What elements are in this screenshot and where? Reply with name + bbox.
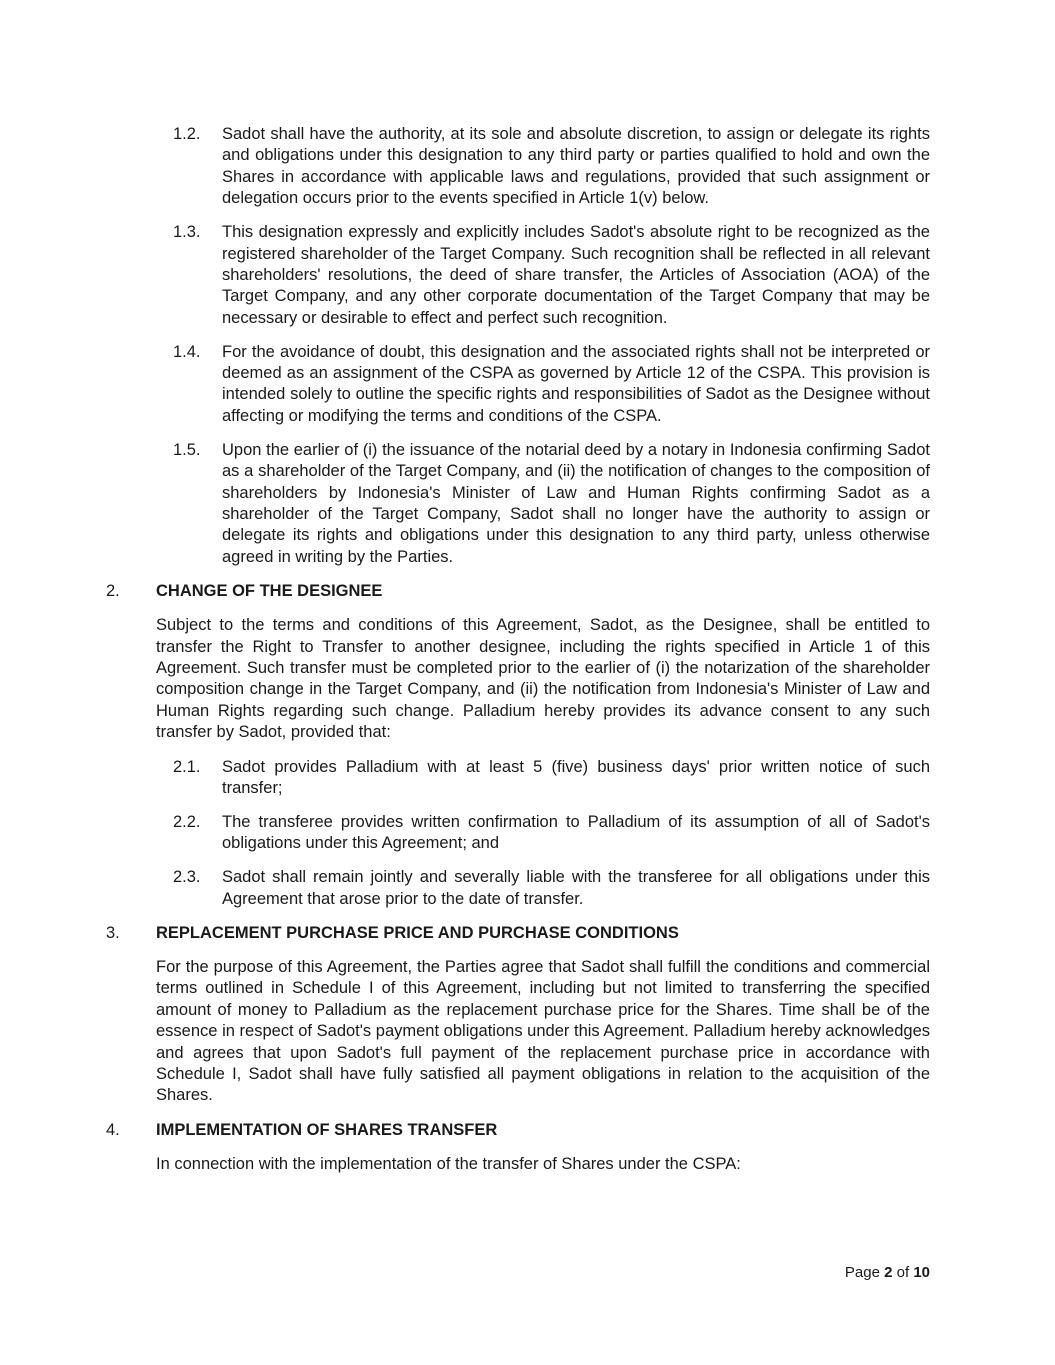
clause-number: 1.5.	[173, 440, 201, 459]
section-number: 2.	[106, 581, 120, 600]
section-4-heading	[106, 1120, 930, 1141]
clause-text: For the avoidance of doubt, this designation and the associated rights shall not be interpreted or deemed as an assignment of the CSPA as governed by Article 12 of the CSPA. This provision is intended solely to outline the specific rights and responsibilities of Sadot as the Designee without affecting or modifying the terms and conditions of the CSPA.	[222, 342, 930, 425]
page-number	[845, 1262, 930, 1283]
total-pages: 10	[913, 1264, 930, 1281]
section-title: REPLACEMENT PURCHASE PRICE AND PURCHASE CONDITIONS	[156, 923, 679, 942]
clause-text: This designation expressly and explicitly includes Sadot's absolute right to be recognized as the registered shareholder of the Target Company. Such recognition shall be reflected in all relevant shareholders' resolutions, the deed of share transfer, the Articles of Association (AOA) of the Target Company, and any other corporate documentation of the Target Company that may be necessary or desirable to effect and perfect such recognition.	[222, 223, 930, 327]
clause-text: The transferee provides written confirmation to Palladium of its assumption of all of Sadot's obligations under this Agreement; and	[222, 812, 930, 853]
section-2-heading	[106, 581, 930, 602]
section-title: IMPLEMENTATION OF SHARES TRANSFER	[156, 1120, 498, 1139]
section-number: 4.	[106, 1120, 120, 1139]
clause-2-1	[173, 757, 930, 800]
clause-number: 1.4.	[173, 342, 201, 361]
section-3-heading	[106, 923, 930, 944]
clause-1-3	[173, 222, 930, 329]
current-page: 2	[884, 1264, 893, 1281]
clause-text: Upon the earlier of (i) the issuance of the notarial deed by a notary in Indonesia confirming Sadot as a shareholder of the Target Company, and (ii) the notification of changes to the composition of shareholders by Indonesia's Minister of Law and Human Rights confirming Sadot as a shareholder of the Target Company, Sadot shall no longer have the authority to assign or delegate its rights and obligations under this designation to any third party, unless otherwise agreed in writing by the Parties.	[222, 440, 930, 566]
section-4-body: In connection with the implementation of the transfer of Shares under the CSPA:	[156, 1155, 741, 1174]
clause-1-5	[173, 440, 930, 568]
of-label: of	[896, 1264, 910, 1281]
clause-2-3	[173, 867, 930, 910]
section-3-body: For the purpose of this Agreement, the Parties agree that Sadot shall fulfill the conditions and commercial terms outlined in Schedule I of this Agreement, including but not limited to transferring the specified amount of money to Palladium as the replacement purchase price for the Shares. Time shall be of the essence in respect of Sadot's payment obligations under this Agreement. Palladium hereby acknowledges and agrees that upon Sadot's full payment of the replacement purchase price in accordance with Schedule I, Sadot shall have fully satisfied all payment obligations in relation to the acquisition of the Shares.	[156, 957, 930, 1105]
clause-number: 1.3.	[173, 223, 201, 242]
section-number: 3.	[106, 923, 120, 942]
section-title: CHANGE OF THE DESIGNEE	[156, 581, 383, 600]
clause-text: Sadot shall have the authority, at its sole and absolute discretion, to assign or delegate its rights and obligations under this designation to any third party or parties qualified to hold and own the Shares in accordance with applicable laws and regulations, provided that such assignment or delegation occurs prior to the events specified in Article 1(v) below.	[222, 125, 930, 208]
clause-number: 2.3.	[173, 868, 201, 887]
clause-text: Sadot shall remain jointly and severally liable with the transferee for all obligations under this Agreement that arose prior to the date of transfer.	[222, 868, 930, 908]
clause-1-4	[173, 342, 930, 428]
clause-number: 2.1.	[173, 757, 201, 776]
section-2-intro: Subject to the terms and conditions of this Agreement, Sadot, as the Designee, shall be entitled to transfer the Right to Transfer to another designee, including the rights specified in Article 1 of this Agreement. Such transfer must be completed prior to the earlier of (i) the notarization of the shareholder composition change in the Target Company, and (ii) the notification from Indonesia's Minister of Law and Human Rights regarding such change. Palladium hereby provides its advance consent to any such transfer by Sadot, provided that:	[156, 616, 930, 742]
clause-text: Sadot provides Palladium with at least 5 (five) business days' prior written notice of such transfer;	[222, 757, 930, 797]
clause-2-2	[173, 812, 930, 855]
page-label: Page	[844, 1264, 880, 1281]
clause-1-2	[173, 124, 930, 210]
clause-number: 2.2.	[173, 812, 201, 831]
clause-number: 1.2.	[173, 125, 201, 143]
